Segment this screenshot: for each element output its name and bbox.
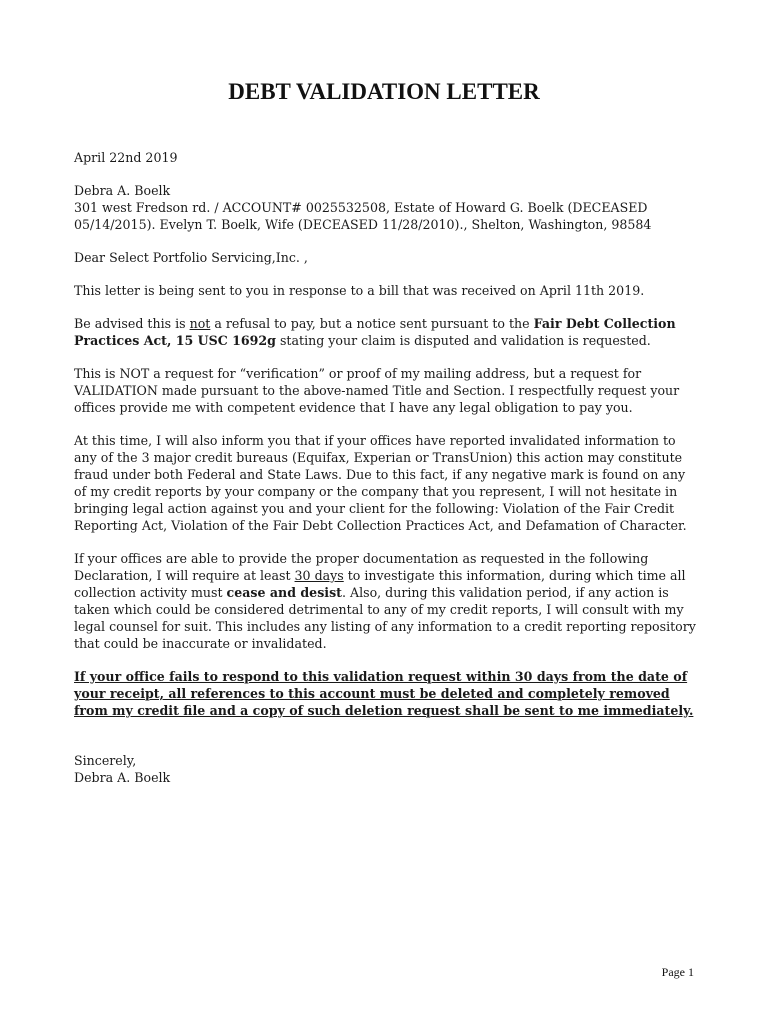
sender-name: Debra A. Boelk: [74, 183, 171, 198]
signature-name: Debra A. Boelk: [74, 770, 171, 785]
letter-body: [74, 149, 699, 786]
letter-date: April 22nd 2019: [74, 150, 178, 165]
paragraph-text: If your offices are able to provide the proper documentation as requested in the following Declaration, I will require at least: [74, 551, 649, 583]
document-title: DEBT VALIDATION LETTER: [228, 79, 540, 104]
closing: Sincerely,: [74, 753, 137, 768]
paragraph-text: stating your claim is disputed and validation is requested.: [275, 333, 651, 348]
emphasis-cease-desist: cease and desist: [226, 585, 342, 600]
emphasis-30-days: 30 days: [294, 568, 344, 583]
paragraph-bill-received: This letter is being sent to you in response to a bill that was received on April 11th 2019.: [74, 283, 645, 298]
paragraph-text: Be advised this is: [74, 316, 190, 331]
page-number: Page 1: [661, 965, 694, 979]
paragraph-credit-bureaus: At this time, I will also inform you that if your offices have reported invalidated information to any of the 3 major credit bureaus (Equifax, Experian or TransUnion) this action may constitute fraud under both Federal and State Laws. Due to this fact, if any negative mark is found on any of my credit reports by your company or the company that you represent, I will not hesitate in bringing legal action against you and your client for the following: Violation of the Fair Credit Reporting Act, Violation of the Fair Debt Collection Practices Act, and Defamation of Character.: [74, 433, 687, 533]
paragraph-documentation: [74, 550, 699, 652]
paragraph-text: to investigate this information, during which time all collection activity must: [74, 568, 686, 600]
paragraph-validation-request: This is NOT a request for “verification” or proof of my mailing address, but a request for VALIDATION made pursuant to the above-named Title and Section. I respectfully request your offices provide me with competent evidence that I have any legal obligation to pay you.: [74, 366, 680, 415]
deletion-notice: If your office fails to respond to this validation request within 30 days from the date of your receipt, all references to this account must be deleted and completely removed from my credit file and a copy of such deletion request shall be sent to me immediately.: [74, 669, 694, 718]
sender-block: [74, 182, 699, 233]
salutation: Dear Select Portfolio Servicing,Inc. ,: [74, 250, 308, 265]
law-reference: Fair Debt Collection Practices Act, 15 USC 1692g: [74, 316, 676, 348]
paragraph-text: . Also, during this validation period, if any action is taken which could be considered detrimental to any of my credit reports, I will consult with my legal counsel for suit. This includes any listing of any information to a credit reporting repository that could be inaccurate or invalidated.: [74, 585, 696, 651]
emphasis-not: not: [189, 316, 211, 331]
paragraph-text: a refusal to pay, but a notice sent pursuant to the: [210, 316, 534, 331]
paragraph-dispute-notice: [74, 315, 699, 349]
sender-address: 301 west Fredson rd. / ACCOUNT# 0025532508, Estate of Howard G. Boelk (DECEASED 05/14/2015). Evelyn T. Boelk, Wife (DECEASED 11/28/2010)., Shelton, Washington, 98584: [74, 200, 652, 232]
